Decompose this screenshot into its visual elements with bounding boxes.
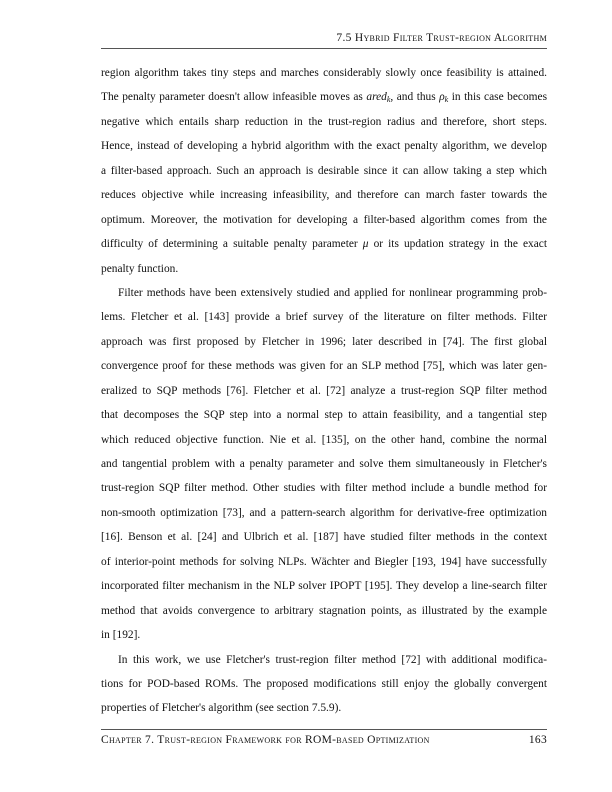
paragraph-1: [101, 61, 547, 281]
text-line: tions for POD-based ROMs. The proposed modifications still enjoy the globally convergent: [101, 677, 547, 690]
text-line: trust-region SQP filter method. Other studies with filter method include a bundle method for: [101, 482, 547, 495]
text-segment: in this case becomes: [448, 91, 548, 104]
text-line: that decomposes the SQP step into a normal step to attain feasibility, and a tangential step: [101, 409, 547, 422]
text-line: negative which entails sharp reduction in the trust-region radius and therefore, short steps.: [101, 115, 547, 128]
math-subscript: k: [386, 95, 391, 105]
text-line: convergence proof for these methods was given for an SLP method [75], which was later gen-: [101, 360, 547, 373]
text-line: which reduced objective function. Nie et al. [135], on the other hand, combine the normal: [101, 433, 547, 446]
text-line: non-smooth optimization [73], and a pattern-search algorithm for derivative-free optimization: [101, 506, 547, 519]
text-line: Filter methods have been extensively studied and applied for nonlinear programming prob-: [118, 286, 547, 299]
text-segment: or its updation strategy in the exact: [368, 238, 547, 251]
text-line: [101, 85, 547, 109]
text-line: approach was first proposed by Fletcher in 1996; later described in [74]. The first global: [101, 335, 547, 348]
paragraph-3: [101, 648, 547, 721]
math-rho: ρ: [439, 91, 445, 104]
body-text: [101, 61, 547, 721]
text-line: region algorithm takes tiny steps and marches considerably slowly once feasibility is attained.: [101, 67, 547, 79]
header-rule: [101, 48, 547, 49]
text-line: method that avoids convergence to arbitrary stagnation points, as illustrated by the example: [101, 604, 547, 617]
math-mu: μ: [362, 238, 369, 251]
text-segment: difficulty of determining a suitable penalty parameter: [101, 238, 363, 251]
footer-rule: [101, 729, 547, 730]
text-line: lems. Fletcher et al. [143] provide a brief survey of the literature on filter methods. Filter: [101, 311, 547, 324]
text-line: of interior-point methods for solving NLPs. Wächter and Biegler [193, 194] have successfully: [101, 555, 547, 568]
text-line: penalty function.: [101, 262, 179, 275]
chapter-title: Chapter 7. Trust-region Framework for ROM-based Optimization: [101, 734, 430, 746]
text-line: Hence, instead of developing a hybrid algorithm with the exact penalty algorithm, we develop: [101, 140, 547, 153]
text-line: incorporated filter mechanism in the NLP solver IPOPT [195]. They develop a line-search filter: [101, 580, 547, 593]
math-subscript: k: [444, 95, 449, 105]
text-line: reduces objective while increasing infeasibility, and therefore can march faster towards the: [101, 189, 547, 202]
running-footer: [101, 734, 547, 746]
running-header: 7.5 Hybrid Filter Trust-region Algorithm: [336, 32, 547, 44]
text-line: and tangential problem with a penalty parameter and solve them simultaneously in Fletcher's: [101, 458, 547, 470]
text-line: a filter-based approach. Such an approach is desirable since it can allow taking a step which: [101, 164, 547, 177]
text-segment: The penalty parameter doesn't allow infeasible moves as: [101, 91, 367, 104]
text-line: [101, 232, 547, 256]
text-line: in [192].: [101, 629, 141, 642]
text-line: properties of Fletcher's algorithm (see section 7.5.9).: [101, 702, 342, 715]
text-line: optimum. Moreover, the motivation for developing a filter-based algorithm comes from the: [101, 213, 547, 226]
text-line: eralized to SQP methods [76]. Fletcher et al. [72] analyze a trust-region SQP filter method: [101, 384, 547, 397]
paragraph-2: [101, 281, 547, 648]
math-ared: ared: [366, 91, 387, 104]
text-segment: , and thus: [390, 91, 440, 104]
text-line: [16]. Benson et al. [24] and Ulbrich et al. [187] have studied filter methods in the context: [101, 531, 547, 544]
page-number: 163: [528, 734, 547, 746]
text-line: In this work, we use Fletcher's trust-region filter method [72] with additional modifica-: [118, 653, 547, 666]
